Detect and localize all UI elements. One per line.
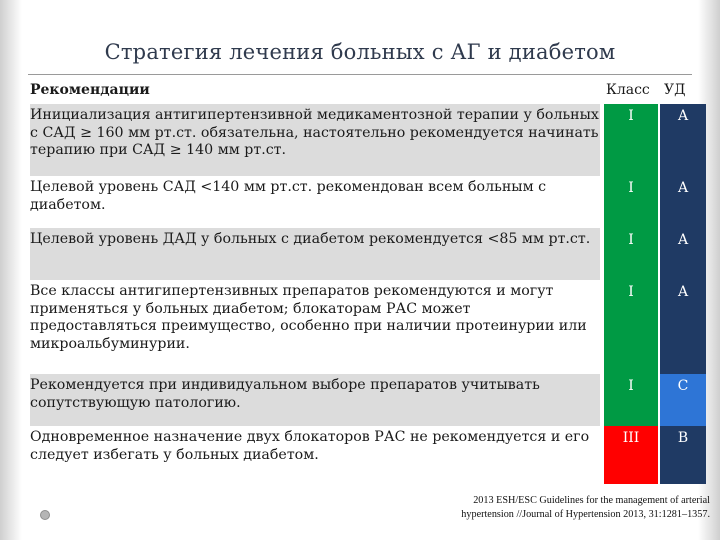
table-row xyxy=(30,104,694,176)
table-row xyxy=(30,228,694,280)
class-cell: I xyxy=(604,374,658,426)
recommendation-text: Целевой уровень ДАД у больных с диабетом рекомендуется <85 мм рт.ст. xyxy=(30,228,600,280)
recommendation-text: Инициализация антигипертензивной медикаментозной терапии у больных с САД ≥ 160 мм рт.ст. обязательна, настоятельно рекомендуется начинать терапию при САД ≥ 140 мм рт.ст. xyxy=(30,104,600,176)
slide-title: Стратегия лечения больных с АГ и диабетом xyxy=(104,40,616,64)
class-cell: III xyxy=(604,426,658,484)
recommendation-text: Все классы антигипертензивных препаратов рекомендуются и могут применяться у больных диабетом; блокаторам РАС может предоставляться преимущество, особенно при наличии протеинурии или микроальбуминурии. xyxy=(30,283,587,352)
level-cell: A xyxy=(660,104,706,176)
recommendation-text: Одновременное назначение двух блокаторов РАС не рекомендуется и его следует избегать у больных диабетом. xyxy=(30,429,590,463)
class-cell: I xyxy=(604,176,658,228)
table-row xyxy=(30,426,694,484)
title-divider xyxy=(28,74,692,75)
table-row xyxy=(30,176,694,228)
class-cell: I xyxy=(604,104,658,176)
level-cell: C xyxy=(660,374,706,426)
citation xyxy=(420,494,710,522)
table-row xyxy=(30,280,694,374)
level-cell: A xyxy=(660,228,706,280)
recommendation-text: Целевой уровень САД <140 мм рт.ст. рекомендован всем больным с диабетом. xyxy=(30,179,547,213)
header-class: Класс xyxy=(606,82,650,98)
citation-line-1: 2013 ESH/ESC Guidelines for the management of arterial xyxy=(473,495,710,506)
level-cell: A xyxy=(660,280,706,374)
header-recommendations: Рекомендации xyxy=(30,82,150,98)
level-cell: A xyxy=(660,176,706,228)
header-level: УД xyxy=(664,82,686,98)
bullet-dot xyxy=(40,510,50,520)
class-cell: I xyxy=(604,228,658,280)
table-header xyxy=(30,78,694,104)
table-row xyxy=(30,374,694,426)
level-cell: B xyxy=(660,426,706,484)
recommendation-text: Рекомендуется при индивидуальном выборе препаратов учитывать сопутствующую патологию. xyxy=(30,374,600,426)
class-cell: I xyxy=(604,280,658,374)
citation-line-2: hypertension //Journal of Hypertension 2013, 31:1281–1357. xyxy=(461,509,710,520)
slide-left-edge xyxy=(0,0,22,540)
